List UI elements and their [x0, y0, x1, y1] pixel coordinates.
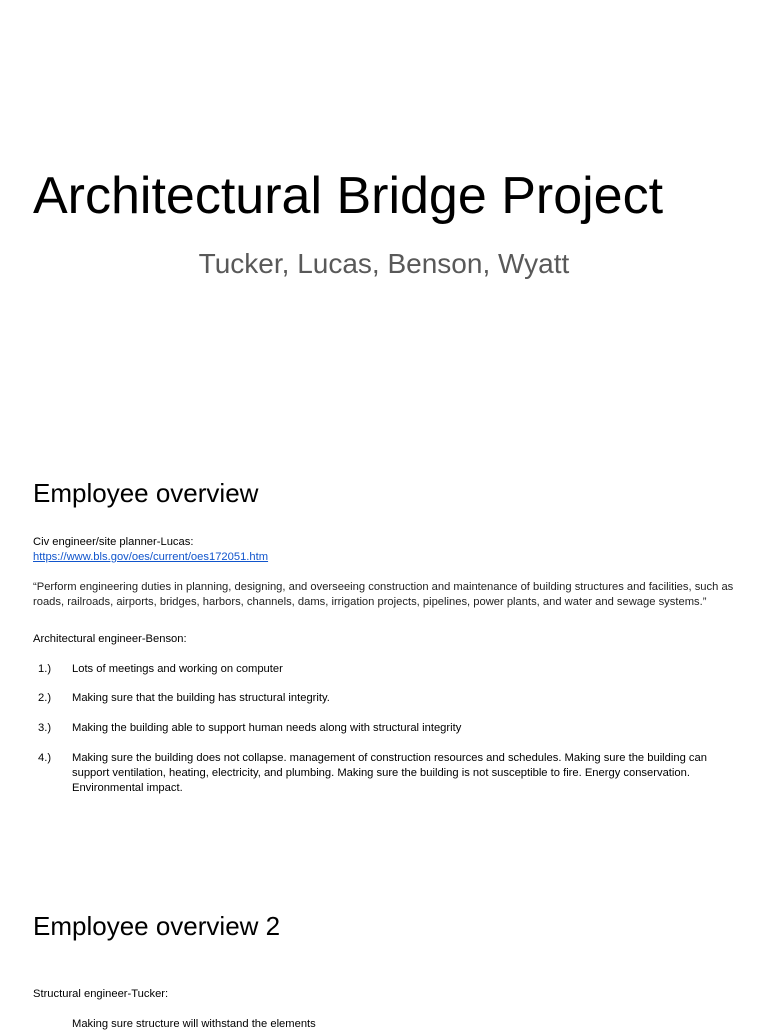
role-label-civil-engineer: Civ engineer/site planner-Lucas: [33, 536, 194, 548]
list-text: Making sure that the building has structural integrity. [72, 692, 330, 704]
list-number: 3.) [38, 722, 52, 734]
presentation-subtitle: Tucker, Lucas, Benson, Wyatt [198, 248, 570, 279]
role-label-architectural-engineer: Architectural engineer-Benson: [33, 633, 187, 645]
role-label-structural-engineer: Structural engineer-Tucker: [33, 988, 169, 1000]
section-heading-employee-overview: Employee overview [33, 478, 259, 508]
list-item [38, 751, 738, 796]
list-item [38, 721, 738, 736]
list-text: Making sure structure will withstand the elements [72, 1018, 316, 1030]
list-item [38, 662, 738, 677]
list-text: Lots of meetings and working on computer [72, 663, 283, 675]
list-text: Making sure the building does not collapse. management of construction resources and schedules. Making sure the building can support ventilation, heating, electricity, and plumbing. Making sure the building is not susceptible to fire. Energy conservation. Environmental impact. [72, 752, 707, 794]
role-quote: “Perform engineering duties in planning, designing, and overseeing construction and maintenance of building structures and facilities, such as roads, railroads, airports, bridges, harbors, channels, dams, irrigation projects, pipelines, power plants, and water and sewage systems.” [33, 581, 734, 608]
section-heading-employee-overview-2: Employee overview 2 [33, 911, 281, 941]
list-number: 4.) [38, 752, 52, 764]
list-item [38, 691, 738, 706]
title-slide [0, 0, 768, 432]
presentation-title: Architectural Bridge Project [33, 167, 664, 225]
bls-link[interactable]: https://www.bls.gov/oes/current/oes172051.htm [33, 551, 269, 563]
list-item [38, 1017, 738, 1032]
list-number: 2.) [38, 692, 52, 704]
list-text: Making the building able to support human needs along with structural integrity [72, 722, 462, 734]
list-number: 1.) [38, 663, 52, 675]
